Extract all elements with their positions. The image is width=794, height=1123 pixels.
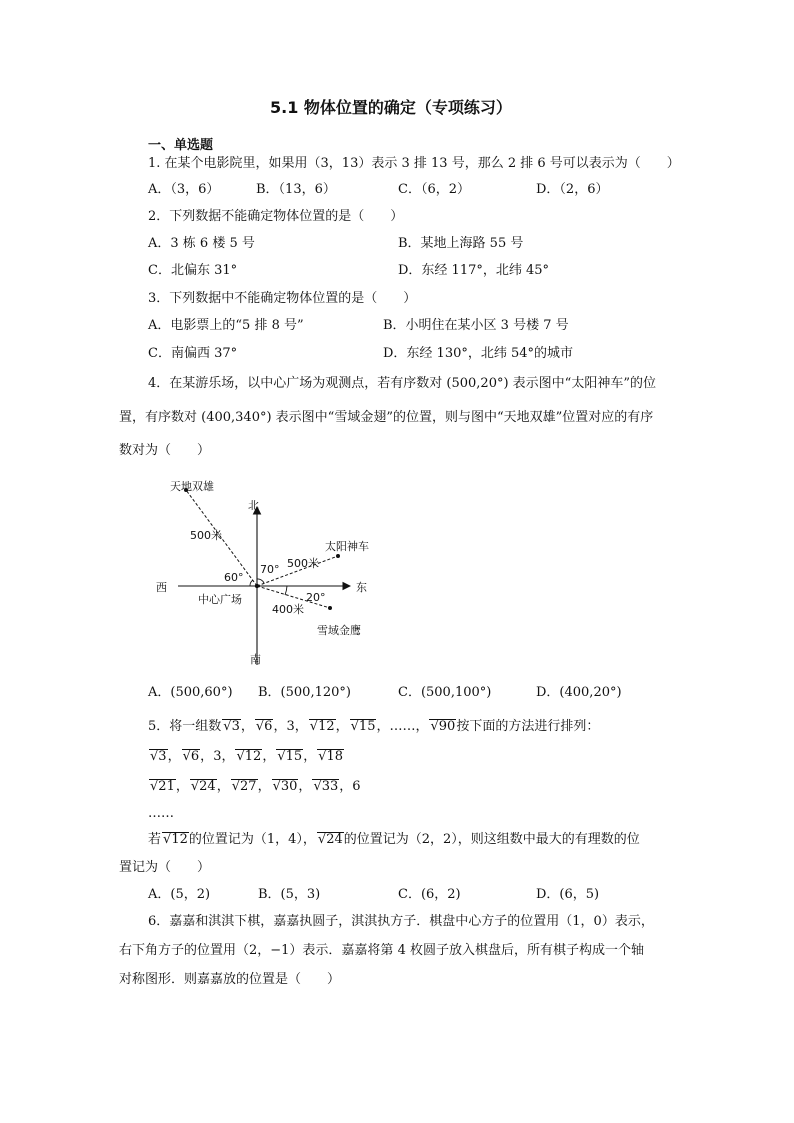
label-60: 60°	[224, 571, 244, 584]
q5-dots: ……	[148, 806, 174, 821]
q4-option-c[interactable]: C．(500,100°)	[398, 685, 492, 700]
q5-line-a	[148, 832, 640, 848]
label-500-taiyang: 500米	[287, 557, 319, 570]
q5-cell: √ 30	[272, 779, 299, 793]
section-heading: 一、单选题	[148, 138, 214, 153]
label-taiyang: 太阳神车	[325, 540, 369, 553]
q3-stem: 3．下列数据中不能确定物体位置的是（ ）	[148, 291, 417, 306]
q5-ellipsis: ，……，	[376, 719, 429, 734]
q3-option-c[interactable]: C．南偏西 37°	[148, 346, 238, 361]
label-west: 西	[156, 581, 167, 594]
label-south: 南	[250, 653, 261, 666]
q5-num: 3	[286, 719, 295, 734]
label-500-tiandi: 500米	[190, 529, 222, 542]
q2-option-b[interactable]: B．某地上海路 55 号	[398, 236, 524, 251]
q3-option-d[interactable]: D．东经 130°，北纬 54°的城市	[383, 346, 574, 361]
q1-stem: 1. 在某个电影院里，如果用（3，13）表示 3 排 13 号，那么 2 排 6 号可以表示为（ ）	[148, 156, 680, 171]
q5-stem: 5．将一组数√ 3，√ 6，3，√ 12，√ 15，……，√ 90按下面的方法进行排列：	[148, 719, 599, 735]
q5-root-24: √ 24	[317, 832, 344, 846]
q5-num: √ 3	[222, 719, 241, 733]
q5-line-b: 置记为（ ）	[119, 860, 211, 875]
point-center	[255, 584, 259, 588]
q2-option-c[interactable]: C．北偏东 31°	[148, 263, 238, 278]
q5-root-12: √ 12	[162, 832, 189, 846]
q6-stem-line3: 对称图形．则嘉嘉放的位置是（ ）	[119, 972, 341, 987]
q2-option-d[interactable]: D．东经 117°，北纬 45°	[398, 263, 550, 278]
q1-option-b[interactable]: B．（13，6）	[256, 182, 336, 197]
arc-20	[285, 586, 287, 595]
q5-stem-lead: 5．将一组数	[148, 719, 222, 734]
label-tiandi: 天地双雄	[170, 480, 214, 493]
q4-stem-line3: 数对为（ ）	[119, 443, 211, 458]
q5-cell: √ 33	[312, 779, 339, 793]
label-east: 东	[356, 581, 367, 594]
q5-num: √ 6	[255, 719, 274, 733]
q5-cell: √ 3	[149, 749, 168, 763]
q4-stem-line1: 4．在某游乐场，以中心广场为观测点，若有序数对 (500,20°) 表示图中“太阳神车”的位	[148, 376, 656, 391]
q1-option-c[interactable]: C．（6，2）	[398, 182, 470, 197]
q5-num-last: √ 90	[429, 719, 456, 733]
q5-option-a[interactable]: A．(5，2)	[148, 887, 211, 902]
q5-row-1: √ 3，√ 6，3，√ 12，√ 15，√ 18	[148, 749, 344, 765]
q2-stem: 2．下列数据不能确定物体位置的是（ ）	[148, 209, 404, 224]
q1-option-a[interactable]: A．（3，6）	[148, 182, 220, 197]
label-center: 中心广场	[198, 593, 242, 606]
q4-option-a[interactable]: A．(500,60°)	[148, 685, 233, 700]
q5-cell: 3	[213, 749, 222, 764]
q5-text: 的位置记为（1，4），	[188, 832, 316, 847]
q4-direction-diagram	[150, 475, 410, 675]
q5-num: √ 12	[309, 719, 336, 733]
q5-text: 若	[148, 832, 162, 847]
q5-option-b[interactable]: B．(5，3)	[258, 887, 321, 902]
q5-option-c[interactable]: C．(6，2)	[398, 887, 461, 902]
q3-option-b[interactable]: B．小明住在某小区 3 号楼 7 号	[383, 318, 569, 333]
label-400: 400米	[272, 603, 304, 616]
point-xueyu	[328, 606, 332, 610]
q5-text: 的位置记为（2，2），则这组数中最大的有理数的位	[343, 832, 640, 847]
q5-option-d[interactable]: D．(6，5)	[536, 887, 600, 902]
q3-option-a[interactable]: A．电影票上的“5 排 8 号”	[148, 318, 304, 333]
q5-num: √ 15	[350, 719, 377, 733]
q6-stem-line2: 右下角方子的位置用（2，−1）表示．嘉嘉将第 4 枚圆子放入棋盘后，所有棋子构成一个轴	[119, 943, 644, 958]
label-20: 20°	[306, 591, 326, 604]
q5-cell: √ 21	[149, 779, 176, 793]
q5-cell: √ 15	[276, 749, 303, 763]
label-north: 北	[248, 499, 259, 512]
q1-option-d[interactable]: D．（2，6）	[536, 182, 609, 197]
arc-60	[250, 580, 253, 586]
arc-70	[257, 579, 264, 583]
q5-row-2: √ 21，√ 24，√ 27，√ 30，√ 33，6	[148, 779, 361, 795]
point-taiyang	[336, 554, 340, 558]
q2-option-a[interactable]: A．3 栋 6 楼 5 号	[148, 236, 255, 251]
q5-cell: 6	[352, 779, 361, 794]
q4-option-b[interactable]: B．(500,120°)	[258, 685, 351, 700]
q5-cell: √ 24	[190, 779, 217, 793]
page-title: 5.1 物体位置的确定（专项练习）	[270, 98, 512, 117]
q5-cell: √ 6	[182, 749, 201, 763]
q4-option-d[interactable]: D．(400,20°)	[536, 685, 622, 700]
label-xueyu: 雪域金鹰	[317, 624, 361, 637]
q4-stem-line2: 置，有序数对 (400,340°) 表示图中“雪域金翅”的位置，则与图中“天地双雄”位置对应的有序	[119, 410, 654, 425]
label-70: 70°	[260, 563, 280, 576]
q6-stem-line1: 6．嘉嘉和淇淇下棋，嘉嘉执圆子，淇淇执方子．棋盘中心方子的位置用（1，0）表示，	[148, 914, 654, 929]
q5-cell: √ 18	[317, 749, 344, 763]
q5-stem-tail: 按下面的方法进行排列：	[456, 719, 600, 734]
q5-cell: √ 12	[235, 749, 262, 763]
q5-cell: √ 27	[231, 779, 258, 793]
